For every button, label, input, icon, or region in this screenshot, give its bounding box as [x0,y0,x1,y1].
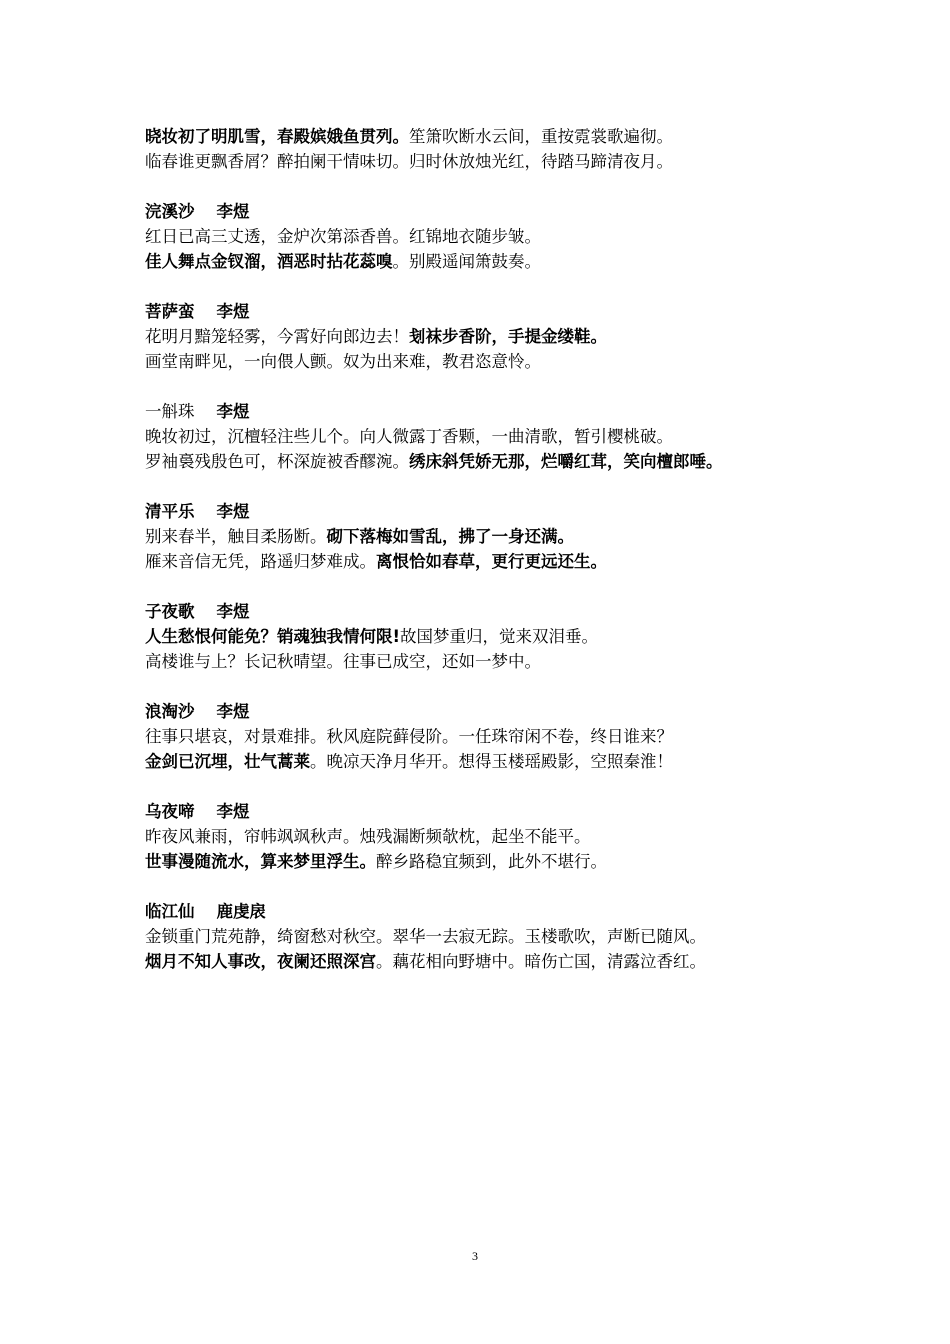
poem-text: 花明月黯笼轻雾，今霄好向郎边去！ [145,327,409,346]
poem-author: 鹿虔扆 [216,902,266,921]
poem-text: 红日已高三丈透，金炉次第添香兽。红锦地衣随步皱。 [145,227,541,246]
poem-block [145,299,825,374]
poem-block [145,799,825,874]
poem-title: 菩萨蛮 [145,302,195,321]
poem-line [145,824,825,849]
poem-text: 金锁重门荒苑静，绮窗愁对秋空。翠华一去寂无踪。玉楼歌吹，声断已随风。 [145,927,706,946]
poem-title: 浪淘沙 [145,702,195,721]
poem-spacer [145,274,825,299]
poem-block [145,599,825,674]
poem-spacer [145,874,825,899]
poem-spacer [145,574,825,599]
poem-line [145,449,825,474]
poem-line [145,549,825,574]
poem-text-bold: 砌下落梅如雪乱，拂了一身还满。 [326,527,574,546]
poem-line [145,624,825,649]
poem-text-bold: 人生愁恨何能免？销魂独我情何限! [145,627,401,646]
poem-line [145,924,825,949]
poem-title-line [145,299,825,324]
poem-text: 。晚凉天净月华开。想得玉楼瑶殿影，空照秦淮！ [310,752,673,771]
poem-block [145,499,825,574]
poem-title-line [145,399,825,424]
poem-title-line [145,699,825,724]
poem-line [145,949,825,974]
poem-title-line [145,199,825,224]
poem-text: 故国梦重归，觉来双泪垂。 [400,627,599,646]
poem-text: 笙箫吹断水云间，重按霓裳歌遍彻。 [409,127,673,146]
poem-line [145,324,825,349]
poem-text: 画堂南畔见，一向偎人颤。奴为出来难，教君恣意怜。 [145,352,541,371]
poem-block [145,399,825,474]
poem-title-line [145,799,825,824]
poem-author: 李煜 [216,602,250,621]
poem-list [145,124,825,974]
poem-text-bold: 佳人舞点金钗溜，酒恶时拈花蕊嗅 [145,252,393,271]
poem-author: 李煜 [216,302,250,321]
poem-title-line [145,499,825,524]
poem-text-bold: 离恨恰如春草，更行更远还生。 [376,552,607,571]
poem-line [145,249,825,274]
poem-text: 雁来音信无凭，路遥归梦难成。 [145,552,376,571]
page-number: 3 [472,1249,478,1263]
poem-text: 别来春半，触目柔肠断。 [145,527,327,546]
poem-spacer [145,474,825,499]
poem-block [145,899,825,974]
poem-author: 李煜 [216,202,250,221]
poem-text-bold: 绣床斜凭娇无那，烂嚼红茸，笑向檀郎唾。 [409,452,723,471]
poem-text-bold: 刬袜步香阶，手提金缕鞋。 [409,327,607,346]
poem-author: 李煜 [216,502,250,521]
poem-title: 浣溪沙 [145,202,195,221]
poem-spacer [145,374,825,399]
poem-spacer [145,774,825,799]
poem-text: 往事只堪哀，对景难排。秋风庭院藓侵阶。一任珠帘闲不卷，终日谁来？ [145,727,673,746]
poem-line [145,424,825,449]
poem-text-bold: 烟月不知人事改，夜阑还照深宫 [145,952,376,971]
poem-title: 乌夜啼 [145,802,195,821]
poem-author: 李煜 [216,802,250,821]
poem-author: 李煜 [216,702,250,721]
poem-text: 临春谁更飘香屑？醉拍阑干情味切。归时休放烛光红，待踏马蹄清夜月。 [145,152,673,171]
poem-line [145,724,825,749]
poem-line [145,524,825,549]
poem-line [145,224,825,249]
poem-text-bold: 金剑已沉埋，壮气蒿莱 [145,752,310,771]
poem-text: 晚妆初过，沉檀轻注些儿个。向人微露丁香颗，一曲清歌，暂引樱桃破。 [145,427,673,446]
poem-block [145,699,825,774]
poem-line [145,149,825,174]
poem-line [145,849,825,874]
poem-title: 临江仙 [145,902,195,921]
poem-spacer [145,674,825,699]
poem-title: 一斛珠 [145,402,195,421]
poem-text: 醉乡路稳宜频到，此外不堪行。 [376,852,607,871]
poem-block [145,199,825,274]
poem-text-bold: 世事漫随流水，算来梦里浮生。 [145,852,376,871]
poem-text-bold: 晓妆初了明肌雪，春殿嫔娥鱼贯列。 [145,127,409,146]
poem-block [145,124,825,174]
poem-title: 子夜歌 [145,602,195,621]
poem-text: 高楼谁与上？长记秋晴望。往事已成空，还如一梦中。 [145,652,541,671]
poem-line [145,649,825,674]
poem-text: 昨夜风兼雨，帘帏飒飒秋声。烛残漏断频欹枕，起坐不能平。 [145,827,591,846]
poem-line [145,124,825,149]
poem-title-line [145,899,825,924]
poem-author: 李煜 [216,402,250,421]
poem-line [145,749,825,774]
poem-title-line [145,599,825,624]
poem-text: 罗袖裛残殷色可，杯深旋被香醪涴。 [145,452,409,471]
poem-text: 。别殿遥闻箫鼓奏。 [392,252,541,271]
poem-line [145,349,825,374]
poem-text: 。藕花相向野塘中。暗伤亡国，清露泣香红。 [376,952,706,971]
poem-title: 清平乐 [145,502,195,521]
poem-spacer [145,174,825,199]
